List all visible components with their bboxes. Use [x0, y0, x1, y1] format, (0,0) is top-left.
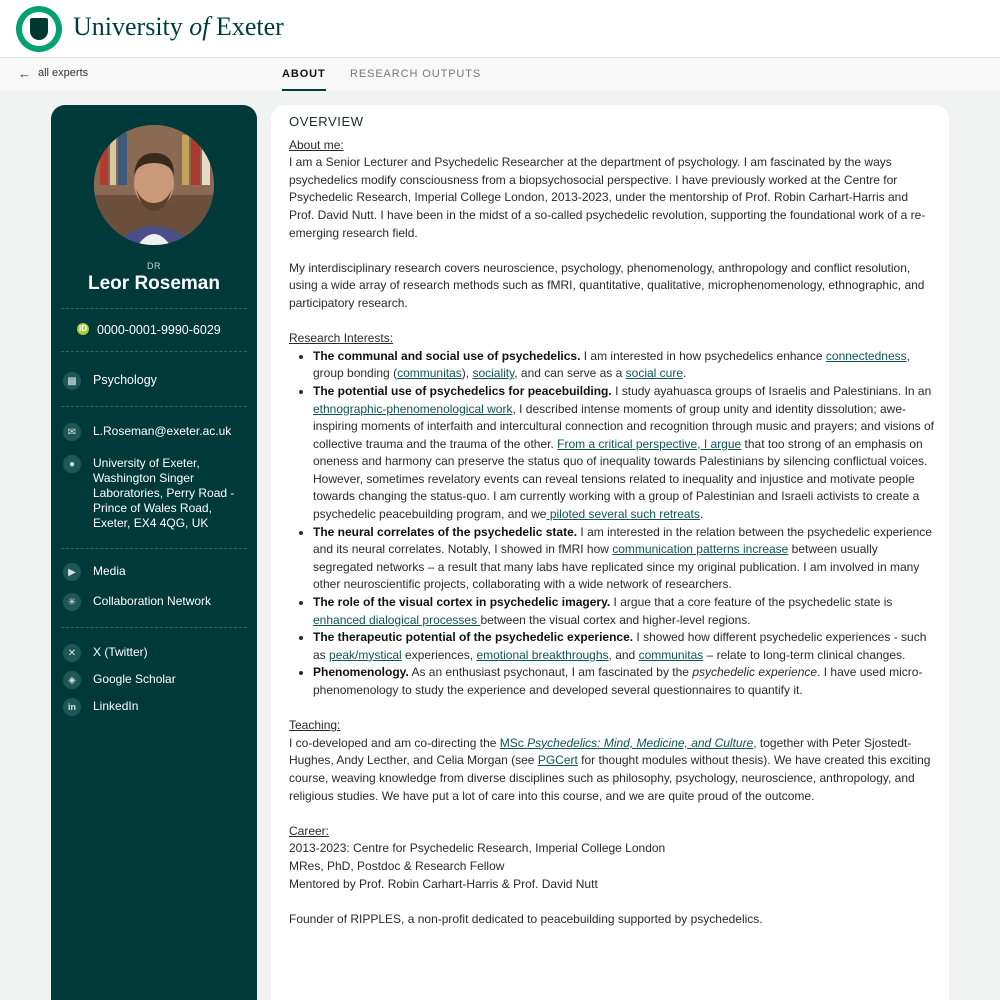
dialogical-processes-link[interactable]: enhanced dialogical processes: [313, 612, 481, 627]
divider: [61, 627, 247, 628]
divider: [61, 351, 247, 352]
google-scholar-link[interactable]: ◈ Google Scholar: [63, 672, 247, 689]
email-link[interactable]: ✉ L.Roseman@exeter.ac.uk: [63, 424, 247, 441]
orcid-icon: iD: [79, 324, 87, 333]
research-interests-label: Research Interests:: [289, 331, 394, 346]
communication-patterns-link[interactable]: communication patterns increase: [612, 542, 789, 557]
teaching-label: Teaching:: [289, 718, 341, 733]
ethnographic-work-link[interactable]: ethnographic-phenomenological work: [313, 401, 513, 416]
career-line: MRes, PhD, Postdoc & Research Fellow: [289, 858, 505, 873]
university-logo[interactable]: University of Exeter: [73, 12, 284, 41]
department-link[interactable]: ▩ Psychology: [63, 373, 247, 390]
social-cure-link[interactable]: social cure: [625, 366, 683, 381]
orcid-link[interactable]: 0000-0001-9990-6029: [97, 323, 221, 337]
list-item: • The therapeutic potential of the psychedelic experience. I showed how different psychedelic experiences - such as peak/mystical experiences, emotional breakthroughs, and communitas – relate to long-term clinical changes.: [313, 629, 934, 664]
research-interests-list: [313, 348, 934, 700]
about-paragraph: I am a Senior Lecturer and Psychedelic Researcher at the department of psychology. I am fascinated by the ways psychedelics modify consciousness from a biopsychosocial perspective. I have previously worked at the Centre for Psychedelic Research, Imperial College London, 2013-2023, under the mentorship of Prof. Robin Carhart-Harris and Prof. David Nutt. I have been in the midst of a so-called psychedelic revolution, supporting the foundational work of a re-emerging research field.: [289, 155, 926, 240]
peak-mystical-link[interactable]: peak/mystical: [329, 647, 402, 662]
sociality-link[interactable]: sociality: [472, 366, 515, 381]
play-icon: ▶: [63, 563, 81, 581]
overview-card: [271, 105, 949, 1000]
linkedin-icon: in: [63, 698, 81, 716]
linkedin-link[interactable]: in LinkedIn: [63, 699, 247, 716]
sub-navigation: [0, 58, 1000, 90]
career-line: Mentored by Prof. Robin Carhart-Harris & Prof. David Nutt: [289, 876, 598, 891]
founder-statement: Founder of RIPPLES, a non-profit dedicated to peacebuilding supported by psychedelics.: [289, 911, 763, 926]
media-link[interactable]: ▶ Media: [63, 564, 247, 581]
expert-name: Leor Roseman: [88, 273, 220, 294]
envelope-icon: ✉: [63, 423, 81, 441]
msc-psychedelics-link[interactable]: MSc Psychedelics: Mind, Medicine, and Culture,: [499, 735, 757, 750]
clipboard-icon: ▩: [63, 372, 81, 390]
twitter-link[interactable]: ✕ X (Twitter): [63, 645, 247, 662]
top-bar: [0, 0, 1000, 58]
pgcert-link[interactable]: PGCert: [537, 753, 578, 768]
tab-about[interactable]: ABOUT: [282, 68, 326, 80]
communitas-link[interactable]: communitas: [397, 366, 462, 381]
profile-sidebar: [51, 105, 257, 1000]
connectedness-link[interactable]: connectedness: [825, 348, 907, 363]
piloted-retreats-link[interactable]: piloted several such retreats: [546, 507, 700, 522]
overview-content: [289, 113, 934, 928]
teaching-paragraph: I co-developed and am co-directing the MSc Psychedelics: Mind, Medicine, and Culture, together with Peter Sjostedt-Hughes, Andy Lecther, and Celia Morgan (see PGCert for thought modules without thesis). We have created this exciting course, weaving knowledge from diverse disciplines such as philosophy, psychology, neuroscience, anthropology, and religious studies. We have put a lot of care into this course, and we are quite proud of the outcome.: [289, 735, 931, 803]
tab-research-outputs[interactable]: RESEARCH OUTPUTS: [350, 68, 482, 80]
about-label: About me:: [289, 137, 344, 152]
communitas-link-2[interactable]: communitas: [638, 647, 704, 662]
divider: [61, 406, 247, 407]
critical-perspective-link[interactable]: From a critical perspective, I argue: [557, 436, 742, 451]
collaboration-network-link[interactable]: ✳ Collaboration Network: [63, 594, 247, 611]
list-item: • The communal and social use of psychedelics. I am interested in how psychedelics enhance connectedness, group bonding (communitas), sociality, and can serve as a social cure.: [313, 348, 934, 383]
location-pin-icon: ●: [63, 455, 81, 473]
career-line: 2013-2023: Centre for Psychedelic Research, Imperial College London: [289, 841, 666, 856]
career-label: Career:: [289, 823, 330, 838]
university-seal-icon[interactable]: [16, 6, 62, 52]
list-item: • Phenomenology. As an enthusiast psychonaut, I am fascinated by the psychedelic experience. I have used micro-phenomenology to study the experience and developed several questionnaires to quantify it.: [313, 664, 934, 699]
network-icon: ✳: [63, 593, 81, 611]
avatar: [94, 125, 214, 245]
address: ● University of Exeter, Washington Singer Laboratories, Perry Road - Prince of Wales Road, Exeter, EX4 4QG, UK: [63, 456, 247, 531]
list-item: • The neural correlates of the psychedelic state. I am interested in the relation between the psychedelic experience and its neural correlates. Notably, I showed in fMRI how communication patterns increase between usually segregated networks – a result that many labs have replicated since my original publication. I am involved in many other neuroscientific projects, collaborating with a wide network of researchers.: [313, 524, 934, 594]
list-item: • The role of the visual cortex in psychedelic imagery. I argue that a core feature of the psychedelic state is enhanced dialogical processes between the visual cortex and higher-level regions.: [313, 594, 934, 629]
list-item: • The potential use of psychedelics for peacebuilding. I study ayahuasca groups of Israelis and Palestinians. In an ethnographic-phenomenological work, I described intense moments of group unity and identity dissolution; awe-inspiring moments of interfaith and intercultural connection and recognition through music and prayers; and visions of collective trauma and the trauma of the other. From a critical perspective, I argue that too strong of an emphasis on oneness and harmony can preserve the status quo of inequality towards Palestinians by silencing conflictual voices. However, sometimes revelatory events can reveal tensions related to inequality and injustice and motivate people towards changing the status-quo. I am currently working with a group of Palestinian and Israeli activists to create a psychedelic peacebuilding program, and we piloted several such retreats.: [313, 383, 934, 524]
research-paragraph: My interdisciplinary research covers neuroscience, psychology, phenomenology, anthropology and conflict resolution, using a wide array of research methods such as fMRI, quantitative, qualitative, microphenomenology, ethnographic, and participatory research.: [289, 260, 925, 310]
google-scholar-icon: ◈: [63, 671, 81, 689]
x-twitter-icon: ✕: [63, 644, 81, 662]
arrow-left-icon: ←: [18, 65, 31, 81]
divider: [61, 548, 247, 549]
section-heading: OVERVIEW: [289, 114, 364, 129]
divider: [61, 308, 247, 309]
honorific: DR: [147, 261, 161, 271]
back-to-experts-link[interactable]: ← all experts: [18, 65, 89, 81]
emotional-breakthroughs-link[interactable]: emotional breakthroughs: [476, 647, 609, 662]
